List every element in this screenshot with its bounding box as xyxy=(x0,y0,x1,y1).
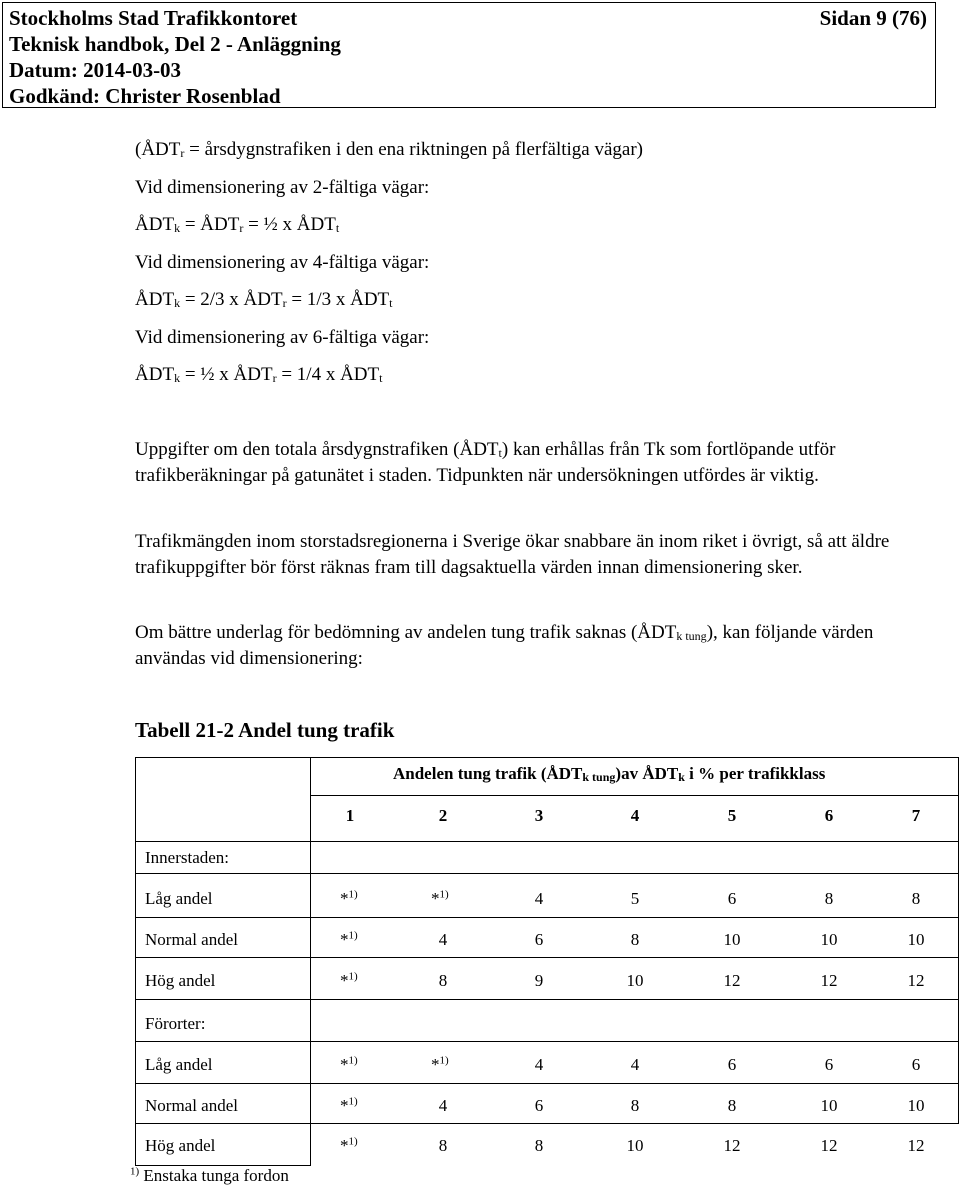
table-footnote: $^{1)}$ Enstaka tunga fordon xyxy=(130,1165,289,1185)
header-date: Datum: 2014-03-03 xyxy=(9,58,182,82)
row-label-suburb-normal: Normal andel xyxy=(145,1096,238,1115)
cell-suburb-high-3: 8 xyxy=(534,1136,544,1155)
formula-2-lane: $ÅDT_k$ = $ÅDT_r$ = ½ x $ÅDT_t$ xyxy=(135,214,340,235)
cell-inner-normal-5: 10 xyxy=(723,930,741,949)
cell-suburb-normal-4: 8 xyxy=(630,1096,640,1115)
cell-inner-normal-7: 10 xyxy=(907,930,925,949)
cell-suburb-normal-7: 10 xyxy=(907,1096,925,1115)
cell-suburb-normal-3: 6 xyxy=(534,1096,544,1115)
class-7: 7 xyxy=(911,806,921,825)
row-label-inner-high: Hög andel xyxy=(145,971,216,990)
paragraph-traffic-growth: Trafikmängden inom storstadsregionerna i Sverige ökar snabbare än inom riket i övrigt, så att äldre trafikuppgifter bör först räknas fram till dagsaktuella värden innan dimensionering sker. xyxy=(135,531,890,578)
table-border xyxy=(135,1123,959,1124)
cell-suburb-low-1: *$^{1)}$ xyxy=(340,1054,358,1074)
cell-inner-normal-3: 6 xyxy=(534,930,544,949)
table-border xyxy=(135,999,959,1000)
table-border xyxy=(135,757,136,1166)
header-document-title: Teknisk handbok, Del 2 - Anläggning xyxy=(9,32,341,56)
cell-inner-low-6: 8 xyxy=(824,889,834,908)
cell-suburb-high-6: 12 xyxy=(820,1136,838,1155)
cell-suburb-low-6: 6 xyxy=(824,1055,834,1074)
cell-inner-high-4: 10 xyxy=(626,971,644,990)
class-3: 3 xyxy=(534,806,544,825)
row-label-inner-normal: Normal andel xyxy=(145,930,238,949)
cell-inner-normal-4: 8 xyxy=(630,930,640,949)
cell-inner-high-3: 9 xyxy=(534,971,544,990)
row-label-suburb-high: Hög andel xyxy=(145,1136,216,1155)
formula-4-lane: $ÅDT_k = 2/3$ x $ÅDT_r = 1/3$ x $ÅDT_t$ xyxy=(135,289,393,310)
row-label-inner-low: Låg andel xyxy=(145,889,213,908)
table-border xyxy=(135,841,959,842)
cell-inner-normal-6: 10 xyxy=(820,930,838,949)
table-border xyxy=(135,917,959,918)
cell-inner-high-6: 12 xyxy=(820,971,838,990)
table-caption: Tabell 21-2 Andel tung trafik xyxy=(135,718,395,742)
cell-suburb-low-4: 4 xyxy=(630,1055,640,1074)
cell-inner-high-5: 12 xyxy=(723,971,741,990)
table-border xyxy=(135,957,959,958)
adtr-definition: ($ÅDT_r$ = årsdygnstrafiken i den ena riktningen på flerfältiga vägar) xyxy=(135,139,644,160)
formula-6-lane: $ÅDT_k$ = ½ x $ÅDT_r = 1/4$ x $ÅDT_t$ xyxy=(135,364,383,385)
table-border xyxy=(958,757,959,1124)
cell-inner-low-1: *$^{1)}$ xyxy=(340,888,358,908)
cell-suburb-high-4: 10 xyxy=(626,1136,644,1155)
cell-suburb-normal-1: *$^{1)}$ xyxy=(340,1095,358,1115)
page-number: Sidan 9 (76) xyxy=(819,6,927,30)
row-label-suburb-low: Låg andel xyxy=(145,1055,213,1074)
class-2: 2 xyxy=(438,806,448,825)
table-border xyxy=(310,795,958,796)
table-border xyxy=(135,1041,959,1042)
cell-inner-low-7: 8 xyxy=(911,889,921,908)
cell-inner-high-2: 8 xyxy=(438,971,448,990)
cell-inner-normal-2: 4 xyxy=(438,930,448,949)
cell-inner-low-2: *$^{1)}$ xyxy=(431,888,449,908)
cell-suburb-high-2: 8 xyxy=(438,1136,448,1155)
paragraph-adt-source: Uppgifter om den totala årsdygnstrafiken $(ÅDT_t)$ kan erhållas från Tk som fortlöpande utför trafikberäkningar på gatunätet i staden. Tidpunkten när undersökningen utfördes är viktig. xyxy=(135,439,836,486)
dim-4-lane-heading: Vid dimensionering av 4-fältiga vägar: xyxy=(135,252,430,273)
cell-suburb-high-7: 12 xyxy=(907,1136,925,1155)
header-approved-by: Godkänd: Christer Rosenblad xyxy=(9,84,281,108)
page-header xyxy=(2,2,936,108)
cell-inner-high-7: 12 xyxy=(907,971,925,990)
table-header: Andelen tung trafik $(ÅDT_{k tung})av$ $ÅDT_k$ i % per trafikklass xyxy=(393,764,826,784)
cell-inner-high-1: *$^{1)}$ xyxy=(340,970,358,990)
table-border xyxy=(135,757,311,758)
group-fororter: Förorter: xyxy=(145,1014,206,1033)
header-organization: Stockholms Stad Trafikkontoret xyxy=(9,6,298,30)
cell-suburb-low-5: 6 xyxy=(727,1055,737,1074)
table-border xyxy=(310,757,958,758)
cell-suburb-low-2: *$^{1)}$ xyxy=(431,1054,449,1074)
table-border xyxy=(135,873,959,874)
table-border xyxy=(310,757,311,1166)
cell-inner-normal-1: *$^{1)}$ xyxy=(340,929,358,949)
paragraph-heavy-traffic: Om bättre underlag för bedömning av andelen tung trafik saknas $(ÅDT_{k tung})$, kan följande värden användas vid dimensionering: xyxy=(135,622,874,669)
cell-inner-low-5: 6 xyxy=(727,889,737,908)
cell-suburb-normal-6: 10 xyxy=(820,1096,838,1115)
cell-suburb-high-5: 12 xyxy=(723,1136,741,1155)
cell-inner-low-3: 4 xyxy=(534,889,544,908)
cell-inner-low-4: 5 xyxy=(630,889,640,908)
cell-suburb-low-3: 4 xyxy=(534,1055,544,1074)
heavy-traffic-table xyxy=(135,757,959,1166)
table-border xyxy=(135,1083,959,1084)
class-1: 1 xyxy=(345,806,355,825)
cell-suburb-high-1: *$^{1)}$ xyxy=(340,1135,358,1155)
dim-6-lane-heading: Vid dimensionering av 6-fältiga vägar: xyxy=(135,327,430,348)
group-innerstaden: Innerstaden: xyxy=(145,848,230,867)
cell-suburb-low-7: 6 xyxy=(911,1055,921,1074)
class-5: 5 xyxy=(727,806,737,825)
dim-2-lane-heading: Vid dimensionering av 2-fältiga vägar: xyxy=(135,177,430,198)
class-4: 4 xyxy=(630,806,640,825)
cell-suburb-normal-5: 8 xyxy=(727,1096,737,1115)
class-6: 6 xyxy=(824,806,834,825)
cell-suburb-normal-2: 4 xyxy=(438,1096,448,1115)
